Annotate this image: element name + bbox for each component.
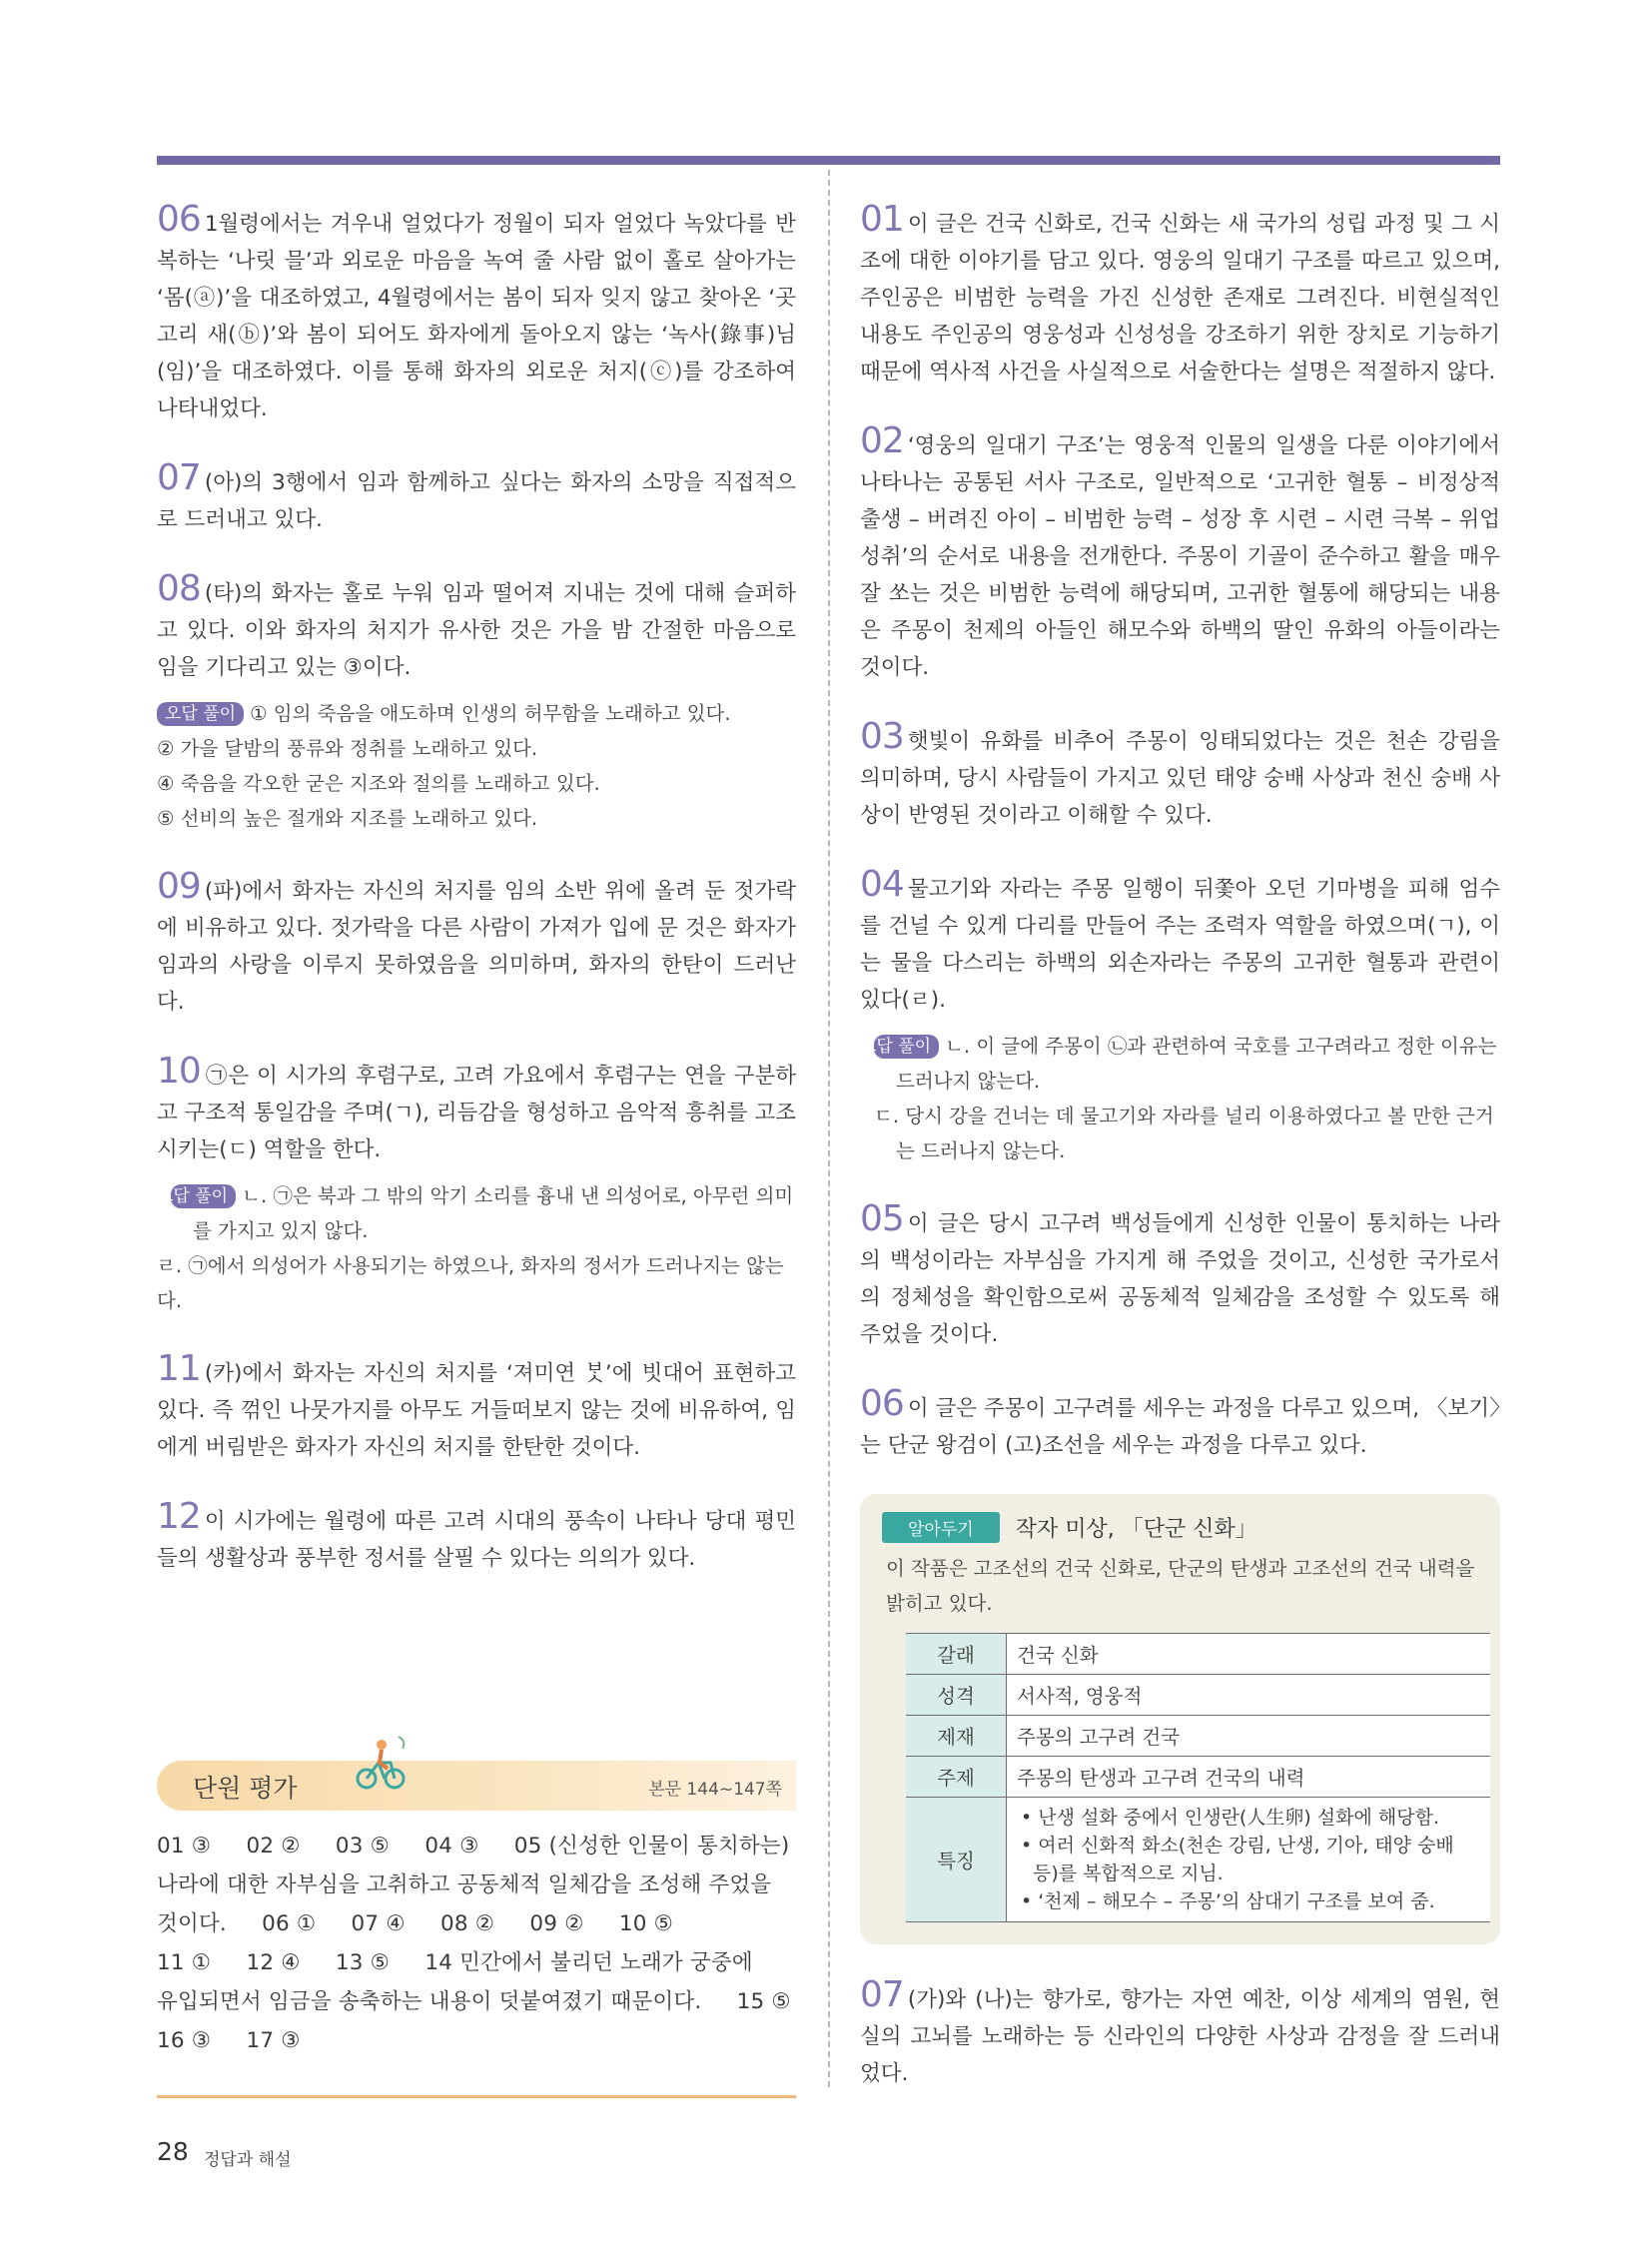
item-number: 01 — [860, 199, 904, 240]
item-text: 이 글은 당시 고구려 백성들에게 신성한 인물이 통치하는 나라의 백성이라는 자부심을 가지게 해 주었을 것이고, 신성한 국가로서의 정체성을 확인함으로써 공동체적 일체감을 조성할 수 있도록 해 주었을 것이다. — [860, 1211, 1500, 1347]
row-value — [1007, 1798, 1491, 1922]
item-text: 햇빛이 유화를 비추어 주몽이 잉태되었다는 것은 천손 강림을 의미하며, 당시 사람들이 가지고 있던 태양 숭배 사상과 천신 숭배 사상이 반영된 것이라고 이해할 수 있다. — [860, 729, 1500, 828]
table-row — [906, 1757, 1490, 1798]
table-row — [906, 1798, 1490, 1922]
column-divider — [828, 170, 830, 2087]
note-table — [906, 1633, 1490, 1922]
note-header — [882, 1512, 1478, 1543]
answer-item — [157, 457, 796, 538]
wrong-line: ㄴ. ㉠은 북과 그 밖의 악기 소리를 흉내 낸 의성어로, 아무런 의미를 가지고 있지 않다. — [193, 1184, 794, 1242]
table-row — [906, 1634, 1490, 1675]
item-text: 이 글은 주몽이 고구려를 세우는 과정을 다루고 있으며, 〈보기〉는 단군 왕검이 (고)조선을 세우는 과정을 다루고 있다. — [860, 1396, 1500, 1458]
note-tag: 알아두기 — [882, 1512, 1000, 1543]
wrong-line: ⑤ 선비의 높은 절개와 지조를 노래하고 있다. — [157, 807, 538, 830]
answer-item — [157, 199, 796, 427]
item-number: 05 — [860, 1198, 904, 1239]
answer-line: 11 ① 12 ④ 13 ⑤ 14 민간에서 불리던 노래가 궁중에 — [157, 1950, 753, 1975]
row-key: 갈래 — [906, 1634, 1007, 1675]
feature-item: • 여러 신화적 화소(천손 강림, 난생, 기아, 태양 숭배 등)를 복합적으로 지님. — [1021, 1835, 1454, 1884]
unit-page-ref: 본문 144~147쪽 — [648, 1780, 782, 1800]
row-value: 주몽의 탄생과 고구려 건국의 내력 — [1007, 1757, 1491, 1798]
wrong-answer-explanation — [157, 696, 796, 836]
item-number: 07 — [860, 1974, 904, 2015]
item-number: 10 — [157, 1051, 201, 1092]
wrong-line: ㄷ. 당시 강을 건너는 데 물고기와 자라를 널리 이용하였다고 볼 만한 근거는 드러나지 않는다. — [874, 1105, 1494, 1162]
page-label: 정답과 해설 — [204, 2150, 292, 2170]
note-description: 이 작품은 고조선의 건국 신화로, 단군의 탄생과 고조선의 건국 내력을 밝히고 있다. — [886, 1557, 1475, 1615]
item-text: (가)와 (나)는 향가로, 향가는 자연 예찬, 이상 세계의 염원, 현실의 고뇌를 노래하는 등 신라인의 다양한 사상과 감정을 잘 드러내었다. — [860, 1987, 1500, 2086]
answer-item — [157, 568, 796, 686]
note-box — [860, 1494, 1500, 1944]
answer-item — [860, 716, 1500, 834]
table-row — [906, 1675, 1490, 1716]
item-number: 03 — [860, 716, 904, 757]
item-text: ‘영웅의 일대기 구조’는 영웅적 인물의 일생을 다룬 이야기에서 나타나는 공통된 서사 구조로, 일반적으로 ‘고귀한 혈통 – 비정상적 출생 – 버려진 아이 – 비범한 능력 – 성장 후 시련 – 시련 극복 – 위업 성취’의 순서로 내용을 전개한다. 주몽이 기골이 준수하고 활을 매우 잘 쏘는 것은 비범한 능력에 해당되며, 고귀한 혈통에 해당되는 내용은 주몽이 천제의 아들인 해모수와 하백의 딸인 유화의 아들이라는 것이다. — [860, 433, 1500, 680]
item-number: 08 — [157, 568, 201, 609]
row-value: 주몽의 고구려 건국 — [1007, 1716, 1491, 1757]
item-number: 04 — [860, 864, 904, 905]
answer-item — [157, 1051, 796, 1168]
wrong-line: ㄹ. ㉠에서 의성어가 사용되기는 하였으나, 화자의 정서가 드러나지는 않는다. — [157, 1254, 784, 1312]
note-title: 작자 미상, 「단군 신화」 — [1015, 1517, 1257, 1542]
unit-bottom-rule — [157, 2095, 796, 2098]
wrong-answer-explanation — [860, 1029, 1500, 1168]
item-text: (아)의 3행에서 임과 함께하고 싶다는 화자의 소망을 직접적으로 드러내고 있다. — [157, 470, 796, 532]
feature-item: • ‘천제 – 해모수 – 주몽’의 삼대기 구조를 보여 줌. — [1021, 1890, 1435, 1912]
wrong-answer-badge: 오답 풀이 — [157, 702, 244, 726]
unit-header — [157, 1761, 796, 1811]
table-row — [906, 1716, 1490, 1757]
answer-item — [860, 864, 1500, 1019]
answer-item — [157, 1496, 796, 1577]
unit-answers — [157, 1827, 796, 2060]
item-number: 07 — [157, 457, 201, 498]
answer-item — [860, 1974, 1500, 2092]
page-number: 28 — [157, 2137, 189, 2166]
wrong-answer-explanation — [157, 1178, 796, 1318]
answer-line: 것이다. 06 ① 07 ④ 08 ② 09 ② 10 ⑤ — [157, 1911, 674, 1936]
top-bar — [157, 156, 1500, 165]
right-column — [860, 199, 1500, 2128]
row-value: 건국 신화 — [1007, 1634, 1491, 1675]
item-number: 02 — [860, 420, 904, 461]
cyclist-icon — [355, 1733, 409, 1793]
answer-item — [860, 199, 1500, 390]
answer-line: 유입되면서 임금을 송축하는 내용이 덧붙여졌기 때문이다. 15 ⑤ — [157, 1989, 791, 2014]
item-text: (카)에서 화자는 자신의 처지를 ‘져미연 ᄇᆞᆺ’에 빗대어 표현하고 있다. 즉 꺾인 나뭇가지를 아무도 거들떠보지 않는 것에 비유하여, 임에게 버림받은 화자가 자신의 처지를 한탄한 것이다. — [157, 1361, 796, 1460]
unit-title: 단원 평가 — [193, 1774, 298, 1803]
wrong-line: ④ 죽음을 각오한 굳은 지조와 절의를 노래하고 있다. — [157, 772, 600, 795]
answer-line: 01 ③ 02 ② 03 ⑤ 04 ③ 05 (신성한 인물이 통치하는) 나라에 대한 자부심을 고취하고 공동체적 일체감을 조성해 주었을 — [157, 1834, 797, 1897]
item-number: 12 — [157, 1496, 201, 1537]
left-column — [157, 199, 796, 1613]
row-key: 성격 — [906, 1675, 1007, 1716]
row-value: 서사적, 영웅적 — [1007, 1675, 1491, 1716]
wrong-line: ② 가을 달밤의 풍류와 정취를 노래하고 있다. — [157, 737, 538, 760]
wrong-line: ㄴ. 이 글에 주몽이 ㉡과 관련하여 국호를 고구려라고 정한 이유는 드러나지 않는다. — [896, 1035, 1497, 1093]
item-text: ㉠은 이 시가의 후렴구로, 고려 가요에서 후렴구는 연을 구분하고 구조적 통일감을 주며(ㄱ), 리듬감을 형성하고 음악적 흥취를 고조시키는(ㄷ) 역할을 한다. — [157, 1064, 796, 1162]
answer-item — [860, 1383, 1500, 1464]
row-key: 제재 — [906, 1716, 1007, 1757]
answer-item — [860, 420, 1500, 686]
answer-item — [157, 866, 796, 1021]
item-number: 06 — [860, 1383, 904, 1424]
unit-evaluation — [157, 1761, 796, 2060]
feature-item: • 난생 설화 중에서 인생란(人生卵) 설화에 해당함. — [1021, 1807, 1439, 1829]
answer-item — [157, 1348, 796, 1466]
item-text: 이 글은 건국 신화로, 건국 신화는 새 국가의 성립 과정 및 그 시조에 대한 이야기를 담고 있다. 영웅의 일대기 구조를 따르고 있으며, 주인공은 비범한 능력을 가진 신성한 존재로 그려진다. 비현실적인 내용도 주인공의 영웅성과 신성성을 강조하기 위한 장치로 기능하기 때문에 역사적 사건을 사실적으로 서술한다는 설명은 적절하지 않다. — [860, 212, 1500, 384]
row-key: 특징 — [906, 1798, 1007, 1922]
answer-item — [860, 1198, 1500, 1353]
item-number: 09 — [157, 866, 201, 907]
item-text: 이 시가에는 월령에 따른 고려 시대의 풍속이 나타나 당대 평민들의 생활상과 풍부한 정서를 살필 수 있다는 의의가 있다. — [157, 1509, 796, 1571]
item-text: (타)의 화자는 홀로 누워 임과 떨어져 지내는 것에 대해 슬퍼하고 있다. 이와 화자의 처지가 유사한 것은 가을 밤 간절한 마음으로 임을 기다리고 있는 ③이다. — [157, 581, 796, 680]
wrong-line: ① 임의 죽음을 애도하며 인생의 허무함을 노래하고 있다. — [250, 702, 731, 725]
item-number: 11 — [157, 1348, 201, 1389]
wrong-answer-badge: 오답 풀이 — [874, 1035, 939, 1059]
item-text: (파)에서 화자는 자신의 처지를 임의 소반 위에 올려 둔 젓가락에 비유하고 있다. 젓가락을 다른 사람이 가져가 입에 문 것은 화자가 임과의 사랑을 이루지 못하였음을 의미하며, 화자의 한탄이 드러난다. — [157, 879, 796, 1015]
item-text: 1월령에서는 겨우내 얼었다가 정월이 되자 얼었다 녹았다를 반복하는 ‘나릿 믈’과 외로운 마음을 녹여 줄 사람 없이 홀로 살아가는 ‘몸(ⓐ)’을 대조하였고, 4월령에서는 봄이 되자 잊지 않고 찾아온 ‘곳고리 새(ⓑ)’와 봄이 되어도 화자에게 돌아오지 않는 ‘녹사(錄事)님(임)’을 대조하였다. 이를 통해 화자의 외로운 처지(ⓒ)를 강조하여 나타내었다. — [157, 212, 796, 421]
wrong-answer-badge: 오답 풀이 — [171, 1184, 236, 1208]
answer-line: 16 ③ 17 ③ — [157, 2028, 301, 2053]
item-text: 물고기와 자라는 주몽 일행이 뒤쫓아 오던 기마병을 피해 엄수를 건널 수 있게 다리를 만들어 주는 조력자 역할을 하였으며(ㄱ), 이는 물을 다스리는 하백의 외손자라는 주몽의 고귀한 혈통과 관련이 있다(ㄹ). — [860, 877, 1500, 1013]
row-key: 주제 — [906, 1757, 1007, 1798]
item-number: 06 — [157, 199, 201, 240]
